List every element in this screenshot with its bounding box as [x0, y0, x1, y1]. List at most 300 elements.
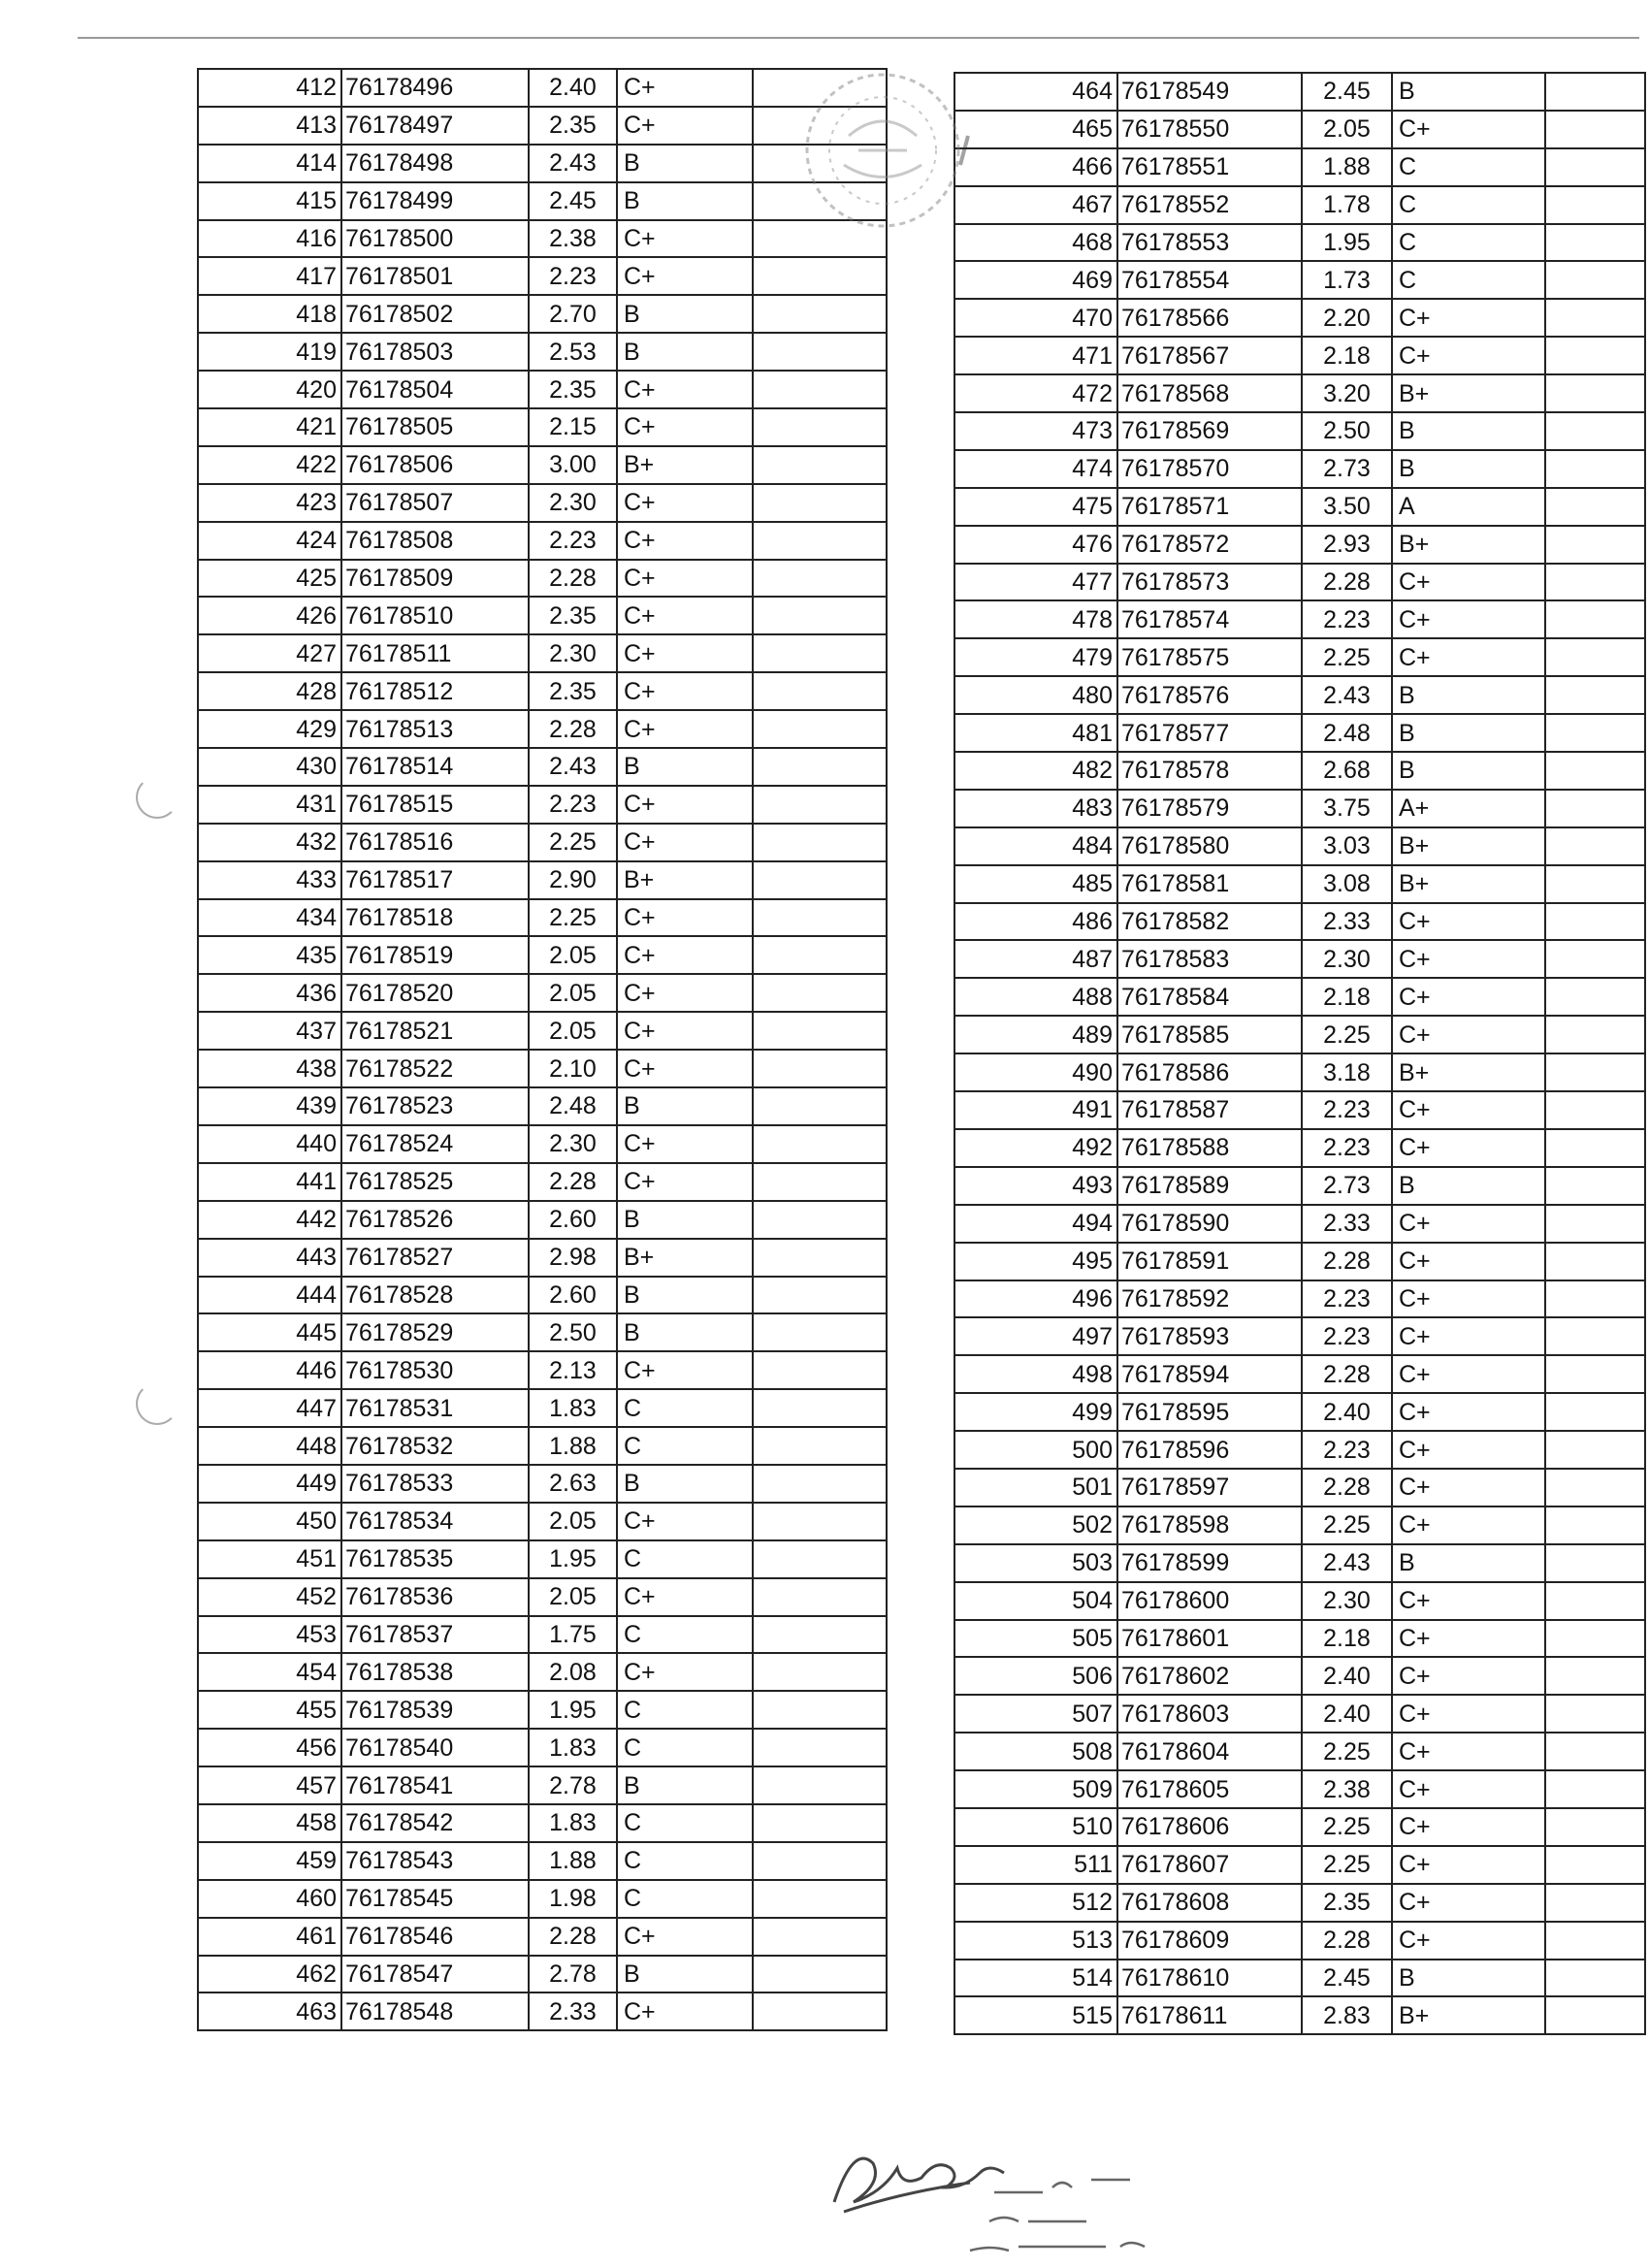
serial-number-cell: 509: [954, 1770, 1117, 1808]
roll-number-cell: 76178583: [1117, 940, 1302, 978]
left-table-row: [198, 1993, 887, 2030]
remarks-cell: [1545, 638, 1645, 676]
grade-cell: B: [617, 1465, 753, 1503]
remarks-cell: [1545, 1884, 1645, 1922]
roll-number-cell: 76178586: [1117, 1053, 1302, 1091]
serial-number-cell: 456: [198, 1729, 341, 1766]
left-table-row: [198, 1766, 887, 1804]
gpa-cell: 2.45: [529, 182, 617, 220]
roll-number-cell: 76178607: [1117, 1846, 1302, 1884]
serial-number-cell: 449: [198, 1465, 341, 1503]
remarks-cell: [753, 861, 887, 899]
serial-number-cell: 430: [198, 748, 341, 786]
roll-number-cell: 76178509: [341, 560, 529, 598]
left-table-row: [198, 1804, 887, 1842]
roll-number-cell: 76178531: [341, 1389, 529, 1427]
gpa-cell: 2.50: [529, 1313, 617, 1351]
grade-cell: B: [1392, 676, 1545, 714]
remarks-cell: [753, 1389, 887, 1427]
remarks-cell: [753, 1578, 887, 1616]
grade-cell: C: [1392, 148, 1545, 186]
roll-number-cell: 76178508: [341, 522, 529, 560]
remarks-cell: [1545, 1016, 1645, 1053]
gpa-cell: 3.50: [1302, 488, 1392, 526]
roll-number-cell: 76178571: [1117, 488, 1302, 526]
roll-number-cell: 76178514: [341, 748, 529, 786]
gpa-cell: 2.25: [529, 824, 617, 861]
right-table-row: [954, 1695, 1645, 1733]
serial-number-cell: 445: [198, 1313, 341, 1351]
gpa-cell: 3.18: [1302, 1053, 1392, 1091]
serial-number-cell: 429: [198, 710, 341, 748]
serial-number-cell: 484: [954, 827, 1117, 865]
remarks-cell: [1545, 940, 1645, 978]
remarks-cell: [1545, 790, 1645, 827]
grade-cell: C+: [1392, 1657, 1545, 1695]
roll-number-cell: 76178566: [1117, 299, 1302, 337]
roll-number-cell: 76178530: [341, 1351, 529, 1389]
remarks-cell: [1545, 1469, 1645, 1507]
grade-cell: C+: [617, 1578, 753, 1616]
roll-number-cell: 76178609: [1117, 1922, 1302, 1960]
right-table-row: [954, 1016, 1645, 1053]
left-table-row: [198, 1691, 887, 1729]
serial-number-cell: 476: [954, 526, 1117, 564]
gpa-cell: 2.60: [529, 1201, 617, 1239]
roll-number-cell: 76178534: [341, 1503, 529, 1540]
roll-number-cell: 76178577: [1117, 714, 1302, 752]
serial-number-cell: 498: [954, 1355, 1117, 1393]
gpa-cell: 2.83: [1302, 1996, 1392, 2034]
roll-number-cell: 76178503: [341, 333, 529, 371]
serial-number-cell: 458: [198, 1804, 341, 1842]
gpa-cell: 3.20: [1302, 374, 1392, 412]
right-table-row: [954, 1317, 1645, 1355]
remarks-cell: [1545, 374, 1645, 412]
right-table-row: [954, 676, 1645, 714]
right-table-row: [954, 1393, 1645, 1431]
left-table-row: [198, 1653, 887, 1691]
grade-cell: C: [617, 1842, 753, 1880]
roll-number-cell: 76178526: [341, 1201, 529, 1239]
left-table-row: [198, 1277, 887, 1314]
right-table-row: [954, 148, 1645, 186]
roll-number-cell: 76178496: [341, 69, 529, 107]
serial-number-cell: 443: [198, 1239, 341, 1277]
gpa-cell: 2.30: [529, 634, 617, 672]
left-table-row: [198, 1125, 887, 1163]
gpa-cell: 1.83: [529, 1389, 617, 1427]
left-table-row: [198, 333, 887, 371]
roll-number-cell: 76178611: [1117, 1996, 1302, 2034]
roll-number-cell: 76178528: [341, 1277, 529, 1314]
serial-number-cell: 441: [198, 1163, 341, 1201]
roll-number-cell: 76178505: [341, 408, 529, 446]
gpa-cell: 2.35: [1302, 1884, 1392, 1922]
gpa-cell: 1.88: [1302, 148, 1392, 186]
grade-cell: B: [617, 748, 753, 786]
roll-number-cell: 76178551: [1117, 148, 1302, 186]
serial-number-cell: 510: [954, 1808, 1117, 1846]
gpa-cell: 2.05: [529, 1578, 617, 1616]
remarks-cell: [753, 634, 887, 672]
grade-cell: B: [1392, 1960, 1545, 1997]
right-table-row: [954, 1205, 1645, 1243]
left-table-row: [198, 824, 887, 861]
grade-cell: C+: [1392, 1393, 1545, 1431]
roll-number-cell: 76178518: [341, 899, 529, 937]
serial-number-cell: 503: [954, 1544, 1117, 1582]
left-table-row: [198, 1087, 887, 1125]
roll-number-cell: 76178543: [341, 1842, 529, 1880]
serial-number-cell: 450: [198, 1503, 341, 1540]
roll-number-cell: 76178595: [1117, 1393, 1302, 1431]
gpa-cell: 2.15: [529, 408, 617, 446]
roll-number-cell: 76178578: [1117, 752, 1302, 790]
grade-cell: C+: [617, 634, 753, 672]
roll-number-cell: 76178498: [341, 145, 529, 182]
left-table-row: [198, 1050, 887, 1087]
grade-cell: C: [617, 1804, 753, 1842]
remarks-cell: [1545, 676, 1645, 714]
gpa-cell: 2.68: [1302, 752, 1392, 790]
right-table-row: [954, 978, 1645, 1016]
roll-number-cell: 76178507: [341, 484, 529, 522]
remarks-cell: [753, 1691, 887, 1729]
remarks-cell: [1545, 450, 1645, 488]
remarks-cell: [1545, 564, 1645, 601]
gpa-cell: 2.18: [1302, 337, 1392, 374]
roll-number-cell: 76178516: [341, 824, 529, 861]
right-table-row: [954, 1053, 1645, 1091]
grade-cell: B: [1392, 752, 1545, 790]
gpa-cell: 2.40: [1302, 1393, 1392, 1431]
grade-cell: C+: [617, 371, 753, 408]
left-table-row: [198, 560, 887, 598]
gpa-cell: 1.83: [529, 1729, 617, 1766]
gpa-cell: 2.78: [529, 1766, 617, 1804]
left-table-row: [198, 1163, 887, 1201]
right-table-row: [954, 1657, 1645, 1695]
grade-cell: C+: [617, 560, 753, 598]
gpa-cell: 2.23: [1302, 1431, 1392, 1469]
gpa-cell: 2.40: [1302, 1695, 1392, 1733]
grade-cell: B: [617, 1313, 753, 1351]
left-table-row: [198, 408, 887, 446]
serial-number-cell: 506: [954, 1657, 1117, 1695]
serial-number-cell: 473: [954, 412, 1117, 450]
gpa-cell: 2.28: [529, 560, 617, 598]
right-table-row: [954, 752, 1645, 790]
roll-number-cell: 76178554: [1117, 261, 1302, 299]
left-table-row: [198, 597, 887, 634]
remarks-cell: [753, 1918, 887, 1956]
grade-cell: C+: [1392, 600, 1545, 638]
remarks-cell: [753, 333, 887, 371]
remarks-cell: [1545, 1960, 1645, 1997]
grade-cell: B: [1392, 73, 1545, 111]
left-table-row: [198, 1351, 887, 1389]
left-table-row: [198, 1540, 887, 1578]
gpa-cell: 2.33: [1302, 903, 1392, 941]
left-table-row: [198, 522, 887, 560]
roll-number-cell: 76178610: [1117, 1960, 1302, 1997]
gpa-cell: 2.28: [529, 1918, 617, 1956]
left-table-row: [198, 1389, 887, 1427]
right-table-row: [954, 1733, 1645, 1770]
serial-number-cell: 433: [198, 861, 341, 899]
results-table-left: [197, 68, 888, 2031]
right-table-row: [954, 224, 1645, 262]
right-table-row: [954, 600, 1645, 638]
remarks-cell: [1545, 412, 1645, 450]
gpa-cell: 2.43: [529, 145, 617, 182]
grade-cell: C+: [1392, 299, 1545, 337]
roll-number-cell: 76178545: [341, 1880, 529, 1918]
gpa-cell: 2.05: [529, 1503, 617, 1540]
gpa-cell: 2.25: [1302, 638, 1392, 676]
roll-number-cell: 76178584: [1117, 978, 1302, 1016]
serial-number-cell: 459: [198, 1842, 341, 1880]
grade-cell: C: [617, 1729, 753, 1766]
roll-number-cell: 76178597: [1117, 1469, 1302, 1507]
left-table-row: [198, 1201, 887, 1239]
grade-cell: B: [1392, 412, 1545, 450]
remarks-cell: [753, 522, 887, 560]
left-table-row: [198, 1465, 887, 1503]
gpa-cell: 2.35: [529, 672, 617, 710]
roll-number-cell: 76178536: [341, 1578, 529, 1616]
serial-number-cell: 423: [198, 484, 341, 522]
right-table-row: [954, 865, 1645, 903]
left-table-row: [198, 295, 887, 333]
roll-number-cell: 76178588: [1117, 1129, 1302, 1167]
remarks-cell: [753, 1163, 887, 1201]
serial-number-cell: 446: [198, 1351, 341, 1389]
left-table-row: [198, 1239, 887, 1277]
gpa-cell: 2.23: [529, 257, 617, 295]
grade-cell: C: [617, 1427, 753, 1465]
grade-cell: C+: [617, 1653, 753, 1691]
grade-cell: C+: [1392, 1469, 1545, 1507]
roll-number-cell: 76178608: [1117, 1884, 1302, 1922]
roll-number-cell: 76178540: [341, 1729, 529, 1766]
grade-cell: C+: [1392, 1733, 1545, 1770]
grade-cell: C+: [1392, 1205, 1545, 1243]
grade-cell: C+: [617, 1050, 753, 1087]
roll-number-cell: 76178535: [341, 1540, 529, 1578]
right-table-row: [954, 1960, 1645, 1997]
serial-number-cell: 483: [954, 790, 1117, 827]
roll-number-cell: 76178524: [341, 1125, 529, 1163]
grade-cell: C+: [617, 786, 753, 824]
roll-number-cell: 76178542: [341, 1804, 529, 1842]
roll-number-cell: 76178604: [1117, 1733, 1302, 1770]
serial-number-cell: 502: [954, 1507, 1117, 1544]
roll-number-cell: 76178529: [341, 1313, 529, 1351]
gpa-cell: 3.08: [1302, 865, 1392, 903]
serial-number-cell: 500: [954, 1431, 1117, 1469]
serial-number-cell: 514: [954, 1960, 1117, 1997]
gpa-cell: 2.43: [1302, 1544, 1392, 1582]
gpa-cell: 2.90: [529, 861, 617, 899]
serial-number-cell: 425: [198, 560, 341, 598]
roll-number-cell: 76178601: [1117, 1620, 1302, 1658]
grade-cell: C: [617, 1691, 753, 1729]
grade-cell: C: [617, 1389, 753, 1427]
serial-number-cell: 438: [198, 1050, 341, 1087]
punch-hole-mark: [136, 776, 178, 819]
grade-cell: C+: [617, 899, 753, 937]
serial-number-cell: 481: [954, 714, 1117, 752]
roll-number-cell: 76178532: [341, 1427, 529, 1465]
serial-number-cell: 412: [198, 69, 341, 107]
grade-cell: B+: [1392, 374, 1545, 412]
grade-cell: A: [1392, 488, 1545, 526]
grade-cell: B: [617, 1766, 753, 1804]
roll-number-cell: 76178523: [341, 1087, 529, 1125]
serial-number-cell: 507: [954, 1695, 1117, 1733]
remarks-cell: [1545, 1243, 1645, 1280]
remarks-cell: [753, 597, 887, 634]
gpa-cell: 2.25: [1302, 1846, 1392, 1884]
gpa-cell: 2.20: [1302, 299, 1392, 337]
right-table-row: [954, 1167, 1645, 1205]
remarks-cell: [1545, 148, 1645, 186]
serial-number-cell: 416: [198, 220, 341, 258]
remarks-cell: [753, 824, 887, 861]
gpa-cell: 2.25: [1302, 1808, 1392, 1846]
right-table-row: [954, 488, 1645, 526]
remarks-cell: [753, 1277, 887, 1314]
punch-hole-mark: [136, 1382, 178, 1425]
roll-number-cell: 76178522: [341, 1050, 529, 1087]
gpa-cell: 1.88: [529, 1427, 617, 1465]
gpa-cell: 2.35: [529, 597, 617, 634]
left-table-row: [198, 1313, 887, 1351]
gpa-cell: 2.38: [529, 220, 617, 258]
serial-number-cell: 424: [198, 522, 341, 560]
serial-number-cell: 415: [198, 182, 341, 220]
remarks-cell: [1545, 1317, 1645, 1355]
remarks-cell: [753, 1993, 887, 2030]
grade-cell: C+: [1392, 1620, 1545, 1658]
roll-number-cell: 76178599: [1117, 1544, 1302, 1582]
grade-cell: C: [617, 1540, 753, 1578]
remarks-cell: [753, 1239, 887, 1277]
serial-number-cell: 452: [198, 1578, 341, 1616]
remarks-cell: [1545, 827, 1645, 865]
serial-number-cell: 466: [954, 148, 1117, 186]
remarks-cell: [753, 899, 887, 937]
roll-number-cell: 76178591: [1117, 1243, 1302, 1280]
right-table-row: [954, 1091, 1645, 1129]
grade-cell: C+: [1392, 1770, 1545, 1808]
roll-number-cell: 76178512: [341, 672, 529, 710]
serial-number-cell: 488: [954, 978, 1117, 1016]
remarks-cell: [1545, 1733, 1645, 1770]
left-table-row: [198, 1729, 887, 1766]
grade-cell: B: [617, 1956, 753, 1993]
serial-number-cell: 427: [198, 634, 341, 672]
gpa-cell: 2.23: [529, 522, 617, 560]
remarks-cell: [1545, 1393, 1645, 1431]
left-table-row: [198, 936, 887, 974]
serial-number-cell: 421: [198, 408, 341, 446]
grade-cell: C+: [617, 1163, 753, 1201]
gpa-cell: 2.28: [529, 1163, 617, 1201]
serial-number-cell: 494: [954, 1205, 1117, 1243]
serial-number-cell: 478: [954, 600, 1117, 638]
gpa-cell: 2.28: [1302, 1243, 1392, 1280]
gpa-cell: 2.23: [1302, 1091, 1392, 1129]
right-table-row: [954, 1808, 1645, 1846]
remarks-cell: [753, 1313, 887, 1351]
remarks-cell: [753, 371, 887, 408]
grade-cell: C+: [617, 672, 753, 710]
remarks-cell: [753, 936, 887, 974]
grade-cell: C+: [617, 936, 753, 974]
roll-number-cell: 76178515: [341, 786, 529, 824]
grade-cell: B+: [1392, 865, 1545, 903]
gpa-cell: 1.75: [529, 1616, 617, 1654]
roll-number-cell: 76178513: [341, 710, 529, 748]
roll-number-cell: 76178549: [1117, 73, 1302, 111]
left-table-row: [198, 1956, 887, 1993]
serial-number-cell: 501: [954, 1469, 1117, 1507]
gpa-cell: 3.00: [529, 446, 617, 484]
grade-cell: B+: [1392, 1996, 1545, 2034]
serial-number-cell: 465: [954, 111, 1117, 148]
serial-number-cell: 436: [198, 974, 341, 1012]
left-table-row: [198, 446, 887, 484]
serial-number-cell: 472: [954, 374, 1117, 412]
remarks-cell: [1545, 224, 1645, 262]
right-table-row: [954, 412, 1645, 450]
grade-cell: C+: [1392, 1129, 1545, 1167]
serial-number-cell: 417: [198, 257, 341, 295]
grade-cell: C+: [1392, 1922, 1545, 1960]
roll-number-cell: 76178587: [1117, 1091, 1302, 1129]
left-table-row: [198, 257, 887, 295]
roll-number-cell: 76178567: [1117, 337, 1302, 374]
right-table-row: [954, 1469, 1645, 1507]
remarks-cell: [1545, 337, 1645, 374]
left-table-row: [198, 861, 887, 899]
serial-number-cell: 444: [198, 1277, 341, 1314]
gpa-cell: 2.40: [529, 69, 617, 107]
serial-number-cell: 477: [954, 564, 1117, 601]
roll-number-cell: 76178585: [1117, 1016, 1302, 1053]
roll-number-cell: 76178550: [1117, 111, 1302, 148]
roll-number-cell: 76178553: [1117, 224, 1302, 262]
grade-cell: B: [617, 182, 753, 220]
right-table-row: [954, 1544, 1645, 1582]
grade-cell: C+: [617, 1918, 753, 1956]
serial-number-cell: 426: [198, 597, 341, 634]
gpa-cell: 1.78: [1302, 186, 1392, 224]
grade-cell: B: [617, 295, 753, 333]
roll-number-cell: 76178589: [1117, 1167, 1302, 1205]
remarks-cell: [1545, 526, 1645, 564]
remarks-cell: [753, 1804, 887, 1842]
gpa-cell: 2.05: [1302, 111, 1392, 148]
serial-number-cell: 453: [198, 1616, 341, 1654]
remarks-cell: [1545, 752, 1645, 790]
grade-cell: C: [1392, 186, 1545, 224]
roll-number-cell: 76178510: [341, 597, 529, 634]
remarks-cell: [753, 1427, 887, 1465]
